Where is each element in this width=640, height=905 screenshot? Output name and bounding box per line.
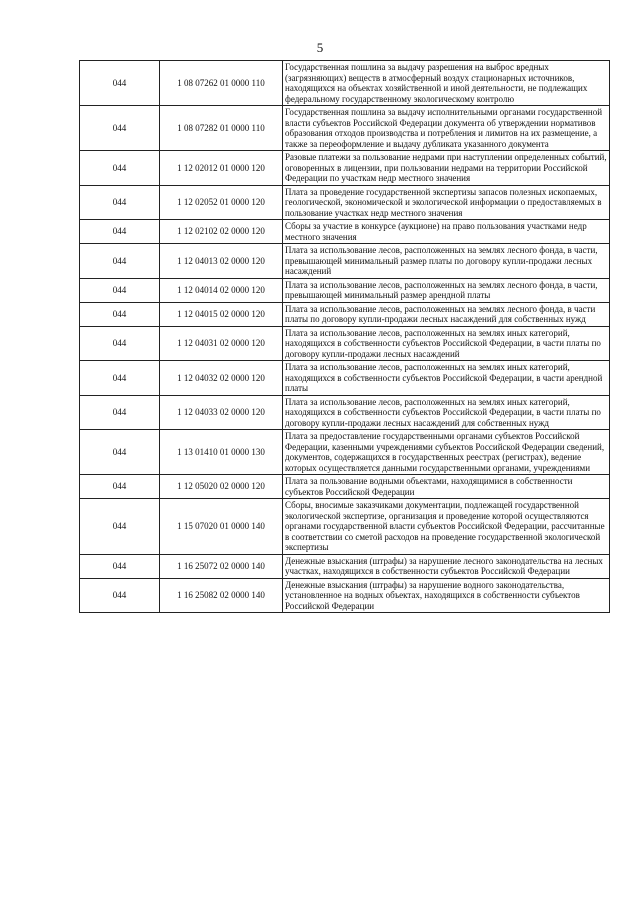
admin-code-cell: 044 [80, 278, 160, 302]
table-row [80, 475, 610, 499]
page-number: 5 [316, 40, 324, 55]
admin-code-cell: 044 [80, 361, 160, 396]
income-description-cell: Плата за использование лесов, расположенных на землях иных категорий, находящихся в собственности субъектов Российской Федерации, в части арендной платы [283, 361, 610, 396]
table-row [80, 361, 610, 396]
income-description-cell: Разовые платежи за пользование недрами при наступлении определенных событий, оговоренных в лицензии, при пользовании недрами на территории Российской Федерации по участкам недр местного значения [283, 151, 610, 186]
income-description-cell: Сборы за участие в конкурсе (аукционе) на право пользования участками недр местного значения [283, 220, 610, 244]
admin-code-cell: 044 [80, 244, 160, 279]
income-description-cell: Государственная пошлина за выдачу исполнительными органами государственной власти субъектов Российской Федерации документа об утверждении нормативов образования отходов производства и потребления и лимитов на их размещение, а также за переоформление и выдачу дубликата указанного документа [283, 106, 610, 151]
budget-code-cell: 1 12 02102 02 0000 120 [160, 220, 283, 244]
income-description-cell: Плата за использование лесов, расположенных на землях лесного фонда, в части, превышающей минимальный размер арендной платы [283, 278, 610, 302]
admin-code-cell: 044 [80, 554, 160, 578]
admin-code-cell: 044 [80, 395, 160, 430]
table-row [80, 430, 610, 475]
table-row [80, 395, 610, 430]
income-description-cell: Плата за предоставление государственными органами субъектов Российской Федерации, казенными учреждениями субъектов Российской Федерации сведений, документов, содержащихся в государственных реестрах (регистрах), ведение которых осуществляется данными государственными органами, учреждениями [283, 430, 610, 475]
table-row [80, 220, 610, 244]
admin-code-cell: 044 [80, 106, 160, 151]
income-description-cell: Плата за использование лесов, расположенных на землях иных категорий, находящихся в собственности субъектов Российской Федерации, в части платы по договору купли-продажи лесных насаждений для собственных нужд [283, 395, 610, 430]
table-row [80, 302, 610, 326]
table-row [80, 61, 610, 106]
budget-code-cell: 1 12 04013 02 0000 120 [160, 244, 283, 279]
income-description-cell: Государственная пошлина за выдачу разрешения на выброс вредных (загрязняющих) веществ в атмосферный воздух стационарных источников, находящихся на объектах хозяйственной и иной деятельности, не подлежащих федеральному государственному экологическому контролю [283, 61, 610, 106]
budget-code-cell: 1 12 04015 02 0000 120 [160, 302, 283, 326]
budget-code-cell: 1 12 02052 01 0000 120 [160, 185, 283, 220]
table-body [80, 61, 610, 613]
budget-code-cell: 1 12 04031 02 0000 120 [160, 326, 283, 361]
table-row [80, 106, 610, 151]
budget-code-cell: 1 12 04014 02 0000 120 [160, 278, 283, 302]
budget-code-cell: 1 16 25082 02 0000 140 [160, 578, 283, 613]
table-row [80, 278, 610, 302]
admin-code-cell: 044 [80, 475, 160, 499]
budget-code-cell: 1 12 04032 02 0000 120 [160, 361, 283, 396]
table-row [80, 578, 610, 613]
table-row [80, 554, 610, 578]
table-row [80, 185, 610, 220]
table-row [80, 244, 610, 279]
income-description-cell: Плата за пользование водными объектами, находящимися в собственности субъектов Российской Федерации [283, 475, 610, 499]
table-row [80, 499, 610, 555]
admin-code-cell: 044 [80, 302, 160, 326]
budget-code-cell: 1 08 07282 01 0000 110 [160, 106, 283, 151]
table-row [80, 151, 610, 186]
income-description-cell: Сборы, вносимые заказчиками документации, подлежащей государственной экологической экспертизе, организация и проведение которой осуществляются органами государственной власти субъектов Российской Федерации, рассчитанные в соответствии со сметой расходов на проведение государственной экологической экспертизы [283, 499, 610, 555]
income-description-cell: Плата за использование лесов, расположенных на землях лесного фонда, в части, превышающей минимальный размер платы по договору купли-продажи лесных насаждений [283, 244, 610, 279]
income-description-cell: Денежные взыскания (штрафы) за нарушение водного законодательства, установленное на водных объектах, находящихся в собственности субъектов Российской Федерации [283, 578, 610, 613]
budget-code-cell: 1 08 07262 01 0000 110 [160, 61, 283, 106]
admin-code-cell: 044 [80, 326, 160, 361]
table-row [80, 326, 610, 361]
income-description-cell: Плата за использование лесов, расположенных на землях лесного фонда, в части платы по договору купли-продажи лесных насаждений для собственных нужд [283, 302, 610, 326]
admin-code-cell: 044 [80, 151, 160, 186]
admin-code-cell: 044 [80, 430, 160, 475]
budget-code-cell: 1 16 25072 02 0000 140 [160, 554, 283, 578]
budget-code-cell: 1 13 01410 01 0000 130 [160, 430, 283, 475]
budget-code-cell: 1 12 05020 02 0000 120 [160, 475, 283, 499]
income-description-cell: Плата за использование лесов, расположенных на землях иных категорий, находящихся в собственности субъектов Российской Федерации, в части платы по договору купли-продажи лесных насаждений [283, 326, 610, 361]
revenue-codes-table [79, 60, 610, 613]
budget-code-cell: 1 12 04033 02 0000 120 [160, 395, 283, 430]
budget-code-cell: 1 12 02012 01 0000 120 [160, 151, 283, 186]
admin-code-cell: 044 [80, 61, 160, 106]
budget-code-cell: 1 15 07020 01 0000 140 [160, 499, 283, 555]
admin-code-cell: 044 [80, 220, 160, 244]
admin-code-cell: 044 [80, 578, 160, 613]
income-description-cell: Денежные взыскания (штрафы) за нарушение лесного законодательства на лесных участках, находящихся в собственности субъектов Российской Федерации [283, 554, 610, 578]
admin-code-cell: 044 [80, 185, 160, 220]
admin-code-cell: 044 [80, 499, 160, 555]
income-description-cell: Плата за проведение государственной экспертизы запасов полезных ископаемых, геологической, экономической и экологической информации о предоставляемых в пользование участках недр местного значения [283, 185, 610, 220]
